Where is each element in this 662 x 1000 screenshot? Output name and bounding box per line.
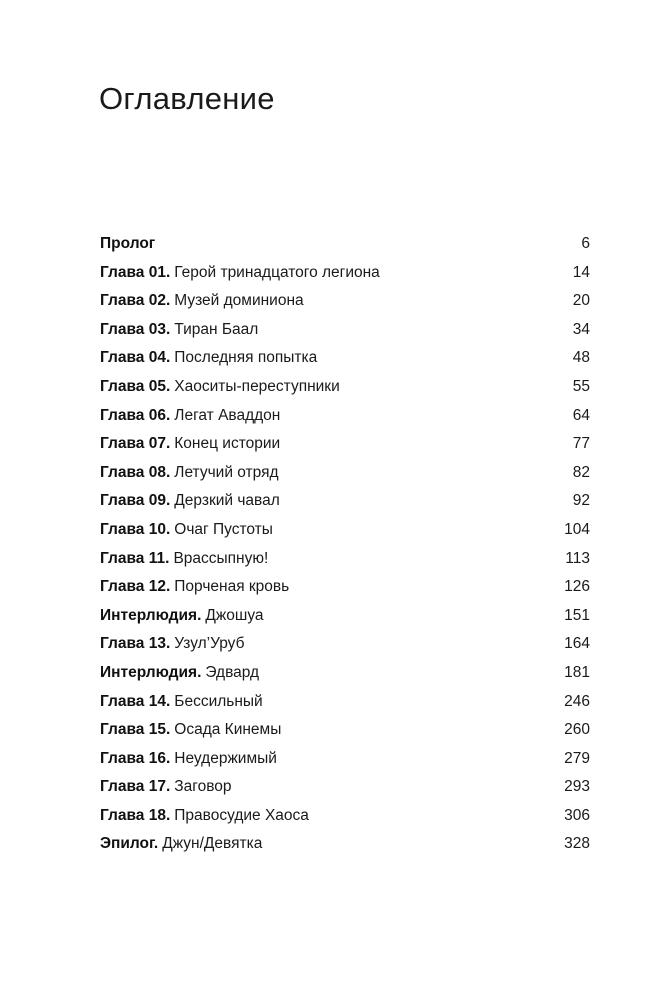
toc-entry-heading — [100, 630, 245, 659]
toc-entry — [100, 259, 590, 288]
toc-entry-page-number: 48 — [572, 349, 590, 367]
toc-entry-title: Джошуа — [205, 606, 264, 624]
toc-entry — [100, 402, 590, 431]
toc-entry-heading — [100, 716, 281, 745]
page-title: Оглавление — [99, 81, 275, 116]
toc-entry-heading — [100, 688, 263, 717]
toc-entry-title: Осада Кинемы — [174, 721, 282, 739]
toc-entry-title: Последняя попытка — [174, 349, 318, 367]
toc-entry — [100, 430, 590, 459]
toc-entry-title: Музей доминиона — [174, 292, 304, 310]
toc-entry — [100, 630, 590, 659]
toc-entry-title: Джун/Девятка — [162, 835, 263, 853]
toc-entry-heading — [100, 259, 380, 288]
toc-entry — [100, 344, 590, 373]
toc-entry-label: Глава 01. — [100, 263, 171, 281]
toc-entry-page-number: 306 — [564, 806, 590, 824]
toc-entry-label: Глава 18. — [100, 806, 171, 824]
toc-entry — [100, 745, 590, 774]
toc-entry-page-number: 151 — [564, 606, 590, 624]
toc-entry-label: Интерлюдия. — [100, 663, 202, 681]
toc-entry-title: Врассыпную! — [173, 549, 269, 567]
toc-entry-title: Порченая кровь — [174, 578, 290, 596]
toc-entry-label: Глава 07. — [100, 435, 171, 453]
toc-entry — [100, 316, 590, 345]
toc-entry-label: Глава 16. — [100, 749, 171, 767]
toc-entry-label: Глава 12. — [100, 578, 171, 596]
toc-entry-page-number: 246 — [564, 692, 590, 710]
toc-entry — [100, 716, 590, 745]
toc-entry — [100, 459, 590, 488]
toc-entry-heading — [100, 344, 317, 373]
toc-entry-title: Конец истории — [174, 435, 281, 453]
toc-entry — [100, 516, 590, 545]
toc-entry-title: Эдвард — [205, 663, 260, 681]
toc-entry-label: Глава 17. — [100, 778, 171, 796]
toc-entry-page-number: 126 — [564, 578, 590, 596]
toc-entry-label: Глава 04. — [100, 349, 171, 367]
toc-entry-heading — [100, 573, 289, 602]
toc-entry-label: Глава 14. — [100, 692, 171, 710]
toc-entry-title: Легат Аваддон — [174, 406, 281, 424]
toc-entry-label: Глава 03. — [100, 320, 171, 338]
toc-entry-heading — [100, 316, 258, 345]
toc-entry-label: Интерлюдия. — [100, 606, 202, 624]
toc-entry-page-number: 64 — [572, 406, 590, 424]
toc-entry-page-number: 328 — [564, 835, 590, 853]
toc-entry-heading — [100, 230, 155, 259]
toc-entry-title: Заговор — [174, 778, 232, 796]
toc-entry-label: Глава 06. — [100, 406, 171, 424]
toc-entry — [100, 573, 590, 602]
toc-entry-page-number: 113 — [565, 549, 590, 567]
toc-entry-page-number: 181 — [564, 663, 590, 681]
toc-entry-title: Дерзкий чавал — [174, 492, 280, 510]
toc-entry — [100, 487, 590, 516]
toc-entry-page-number: 55 — [572, 377, 590, 395]
toc-entry-title: Бессильный — [174, 692, 263, 710]
toc-entry-page-number: 20 — [572, 292, 590, 310]
toc-entry — [100, 230, 590, 259]
toc-entry — [100, 373, 590, 402]
toc-entry-heading — [100, 602, 264, 631]
toc-entry — [100, 287, 590, 316]
toc-entry-label: Глава 09. — [100, 492, 171, 510]
toc-entry-label: Глава 05. — [100, 377, 171, 395]
toc-entry-page-number: 92 — [572, 492, 590, 510]
toc-entry-label: Глава 13. — [100, 635, 171, 653]
toc-entry-heading — [100, 430, 280, 459]
toc-entry-heading — [100, 402, 280, 431]
toc-entry-heading — [100, 459, 279, 488]
toc-entry-label: Эпилог. — [100, 835, 159, 853]
toc-entry-label: Глава 08. — [100, 463, 171, 481]
toc-entry-title: Правосудие Хаоса — [174, 806, 309, 824]
toc-entry-heading — [100, 830, 262, 859]
toc-entry-page-number: 82 — [572, 463, 590, 481]
toc-entry-page-number: 77 — [572, 435, 590, 453]
toc-entry — [100, 773, 590, 802]
toc-entry-page-number: 14 — [572, 263, 590, 281]
toc-entry-label: Глава 11. — [100, 549, 170, 567]
toc-entry-title: Герой тринадцатого легиона — [174, 263, 380, 281]
toc-entry-page-number: 260 — [564, 721, 590, 739]
toc-entry-heading — [100, 659, 259, 688]
toc-entry-heading — [100, 487, 280, 516]
toc-entry-heading — [100, 373, 340, 402]
toc-entry-title: Неудержимый — [174, 749, 277, 767]
toc-entry-page-number: 164 — [564, 635, 590, 653]
toc-entry-title: Летучий отряд — [174, 463, 279, 481]
table-of-contents — [100, 230, 590, 859]
toc-entry — [100, 830, 590, 859]
toc-entry-page-number: 279 — [564, 749, 590, 767]
toc-entry-page-number: 104 — [564, 520, 590, 538]
toc-entry-heading — [100, 545, 268, 574]
toc-entry — [100, 602, 590, 631]
toc-entry-page-number: 34 — [572, 320, 590, 338]
toc-entry-title: Узул’Уруб — [174, 635, 245, 653]
toc-entry-label: Пролог — [100, 235, 156, 252]
toc-entry — [100, 545, 590, 574]
toc-entry-title: Хаоситы-переступники — [174, 377, 340, 395]
toc-entry-title: Тиран Баал — [174, 320, 259, 338]
toc-entry-label: Глава 15. — [100, 721, 171, 739]
toc-entry-page-number: 293 — [564, 778, 590, 796]
toc-entry — [100, 688, 590, 717]
toc-entry-heading — [100, 745, 277, 774]
toc-entry — [100, 802, 590, 831]
toc-entry-label: Глава 02. — [100, 292, 171, 310]
toc-entry-heading — [100, 516, 273, 545]
toc-entry-page-number: 6 — [581, 235, 590, 252]
toc-entry-heading — [100, 287, 304, 316]
toc-entry-heading — [100, 773, 232, 802]
toc-entry — [100, 659, 590, 688]
toc-entry-label: Глава 10. — [100, 520, 171, 538]
toc-entry-title: Очаг Пустоты — [174, 520, 273, 538]
toc-entry-heading — [100, 802, 309, 831]
